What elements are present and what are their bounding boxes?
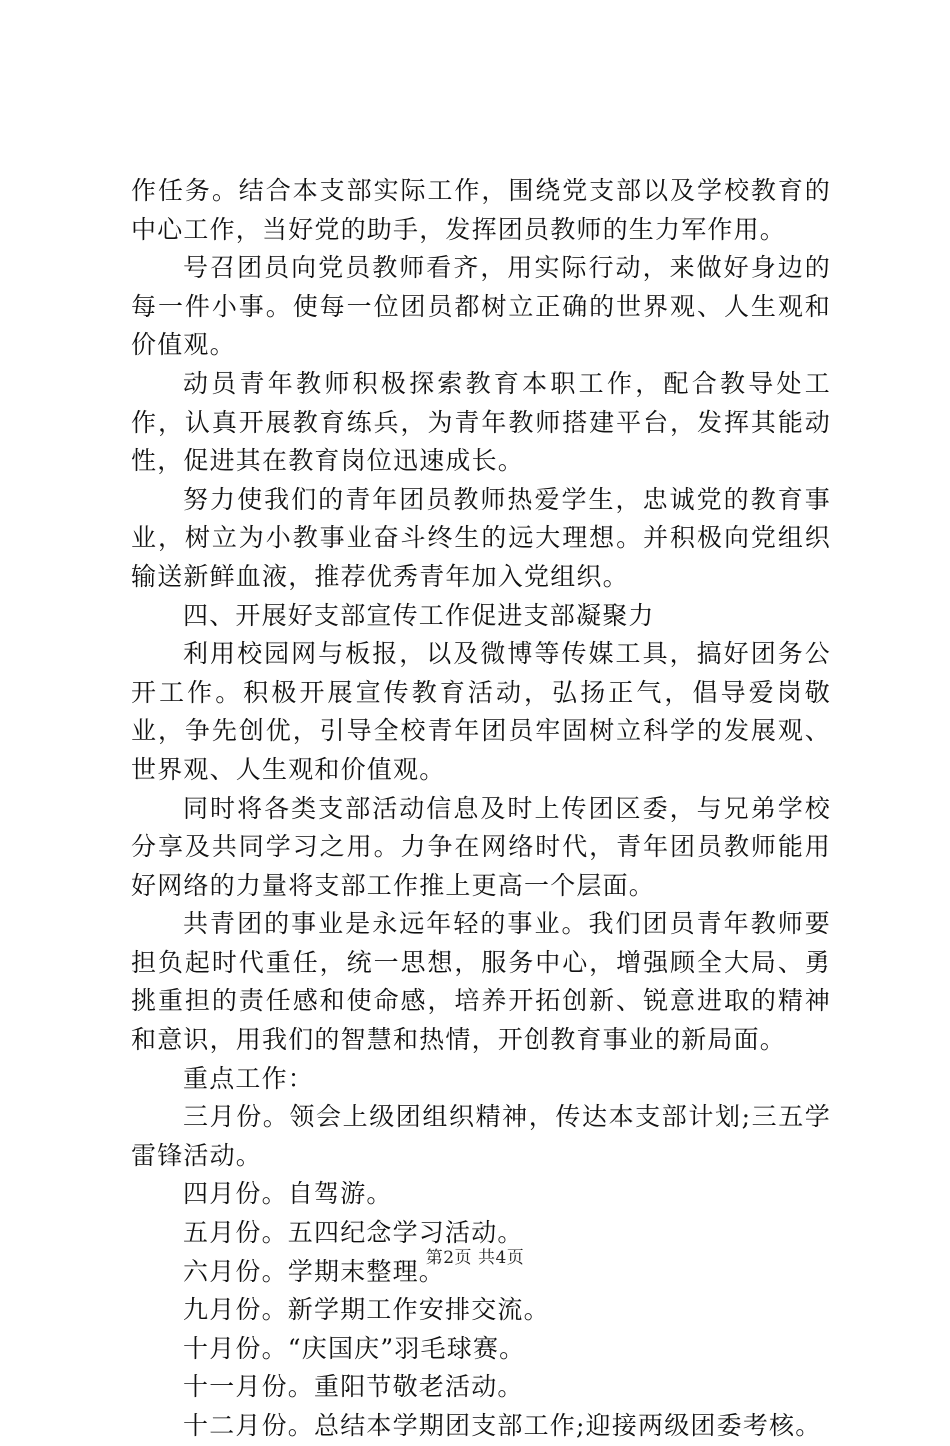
- paragraph-6: 同时将各类支部活动信息及时上传团区委，与兄弟学校分享及共同学习之用。力争在网络时代，青年团员教师能用好网络的力量将支部工作推上更高一个层面。: [131, 793, 831, 900]
- schedule-october: 十月份。“庆国庆”羽毛球赛。: [183, 1333, 526, 1363]
- key-work-heading: 重点工作：: [183, 1063, 315, 1093]
- schedule-june: 六月份。学期末整理。: [183, 1256, 446, 1286]
- schedule-november: 十一月份。重阳节敬老活动。: [183, 1372, 524, 1402]
- paragraph-0: 作任务。结合本支部实际工作，围绕党支部以及学校教育的中心工作，当好党的助手，发挥团员教师的生力军作用。: [131, 176, 831, 244]
- paragraph-5: 利用校园网与板报，以及微博等传媒工具，搞好团务公开工作。积极开展宣传教育活动，弘扬正气，倡导爱岗敬业，争先创优，引导全校青年团员牢固树立科学的发展观、世界观、人生观和价值观。: [131, 639, 831, 784]
- schedule-december: 十二月份。总结本学期团支部工作;迎接两级团委考核。: [183, 1411, 822, 1440]
- paragraph-1: 号召团员向党员教师看齐，用实际行动，来做好身边的每一件小事。使每一位团员都树立正确的世界观、人生观和价值观。: [131, 253, 831, 360]
- paragraph-2: 动员青年教师积极探索教育本职工作，配合教导处工作，认真开展教育练兵，为青年教师搭建平台，发挥其能动性，促进其在教育岗位迅速成长。: [131, 368, 831, 476]
- paragraph-7: 共青团的事业是永远年轻的事业。我们团员青年教师要担负起时代重任，统一思想，服务中心，增强顾全大局、勇挑重担的责任感和使命感，培养开拓创新、锐意进取的精神和意识，用我们的智慧和热情，开创教育事业的新局面。: [131, 909, 831, 1055]
- schedule-may: 五月份。五四纪念学习活动。: [183, 1218, 524, 1248]
- paragraph-3: 努力使我们的青年团员教师热爱学生，忠诚党的教育事业，树立为小教事业奋斗终生的远大理想。并积极向党组织输送新鲜血液，推荐优秀青年加入党组织。: [131, 484, 831, 591]
- schedule-september: 九月份。新学期工作安排交流。: [183, 1295, 550, 1325]
- schedule-march: 三月份。领会上级团组织精神，传达本支部计划;三五学雷锋活动。: [131, 1102, 831, 1170]
- section-heading-4: 四、开展好支部宣传工作促进支部凝聚力: [183, 600, 655, 630]
- schedule-april: 四月份。自驾游。: [183, 1179, 393, 1209]
- page-number-footer: 第2页 共4页: [425, 1248, 525, 1268]
